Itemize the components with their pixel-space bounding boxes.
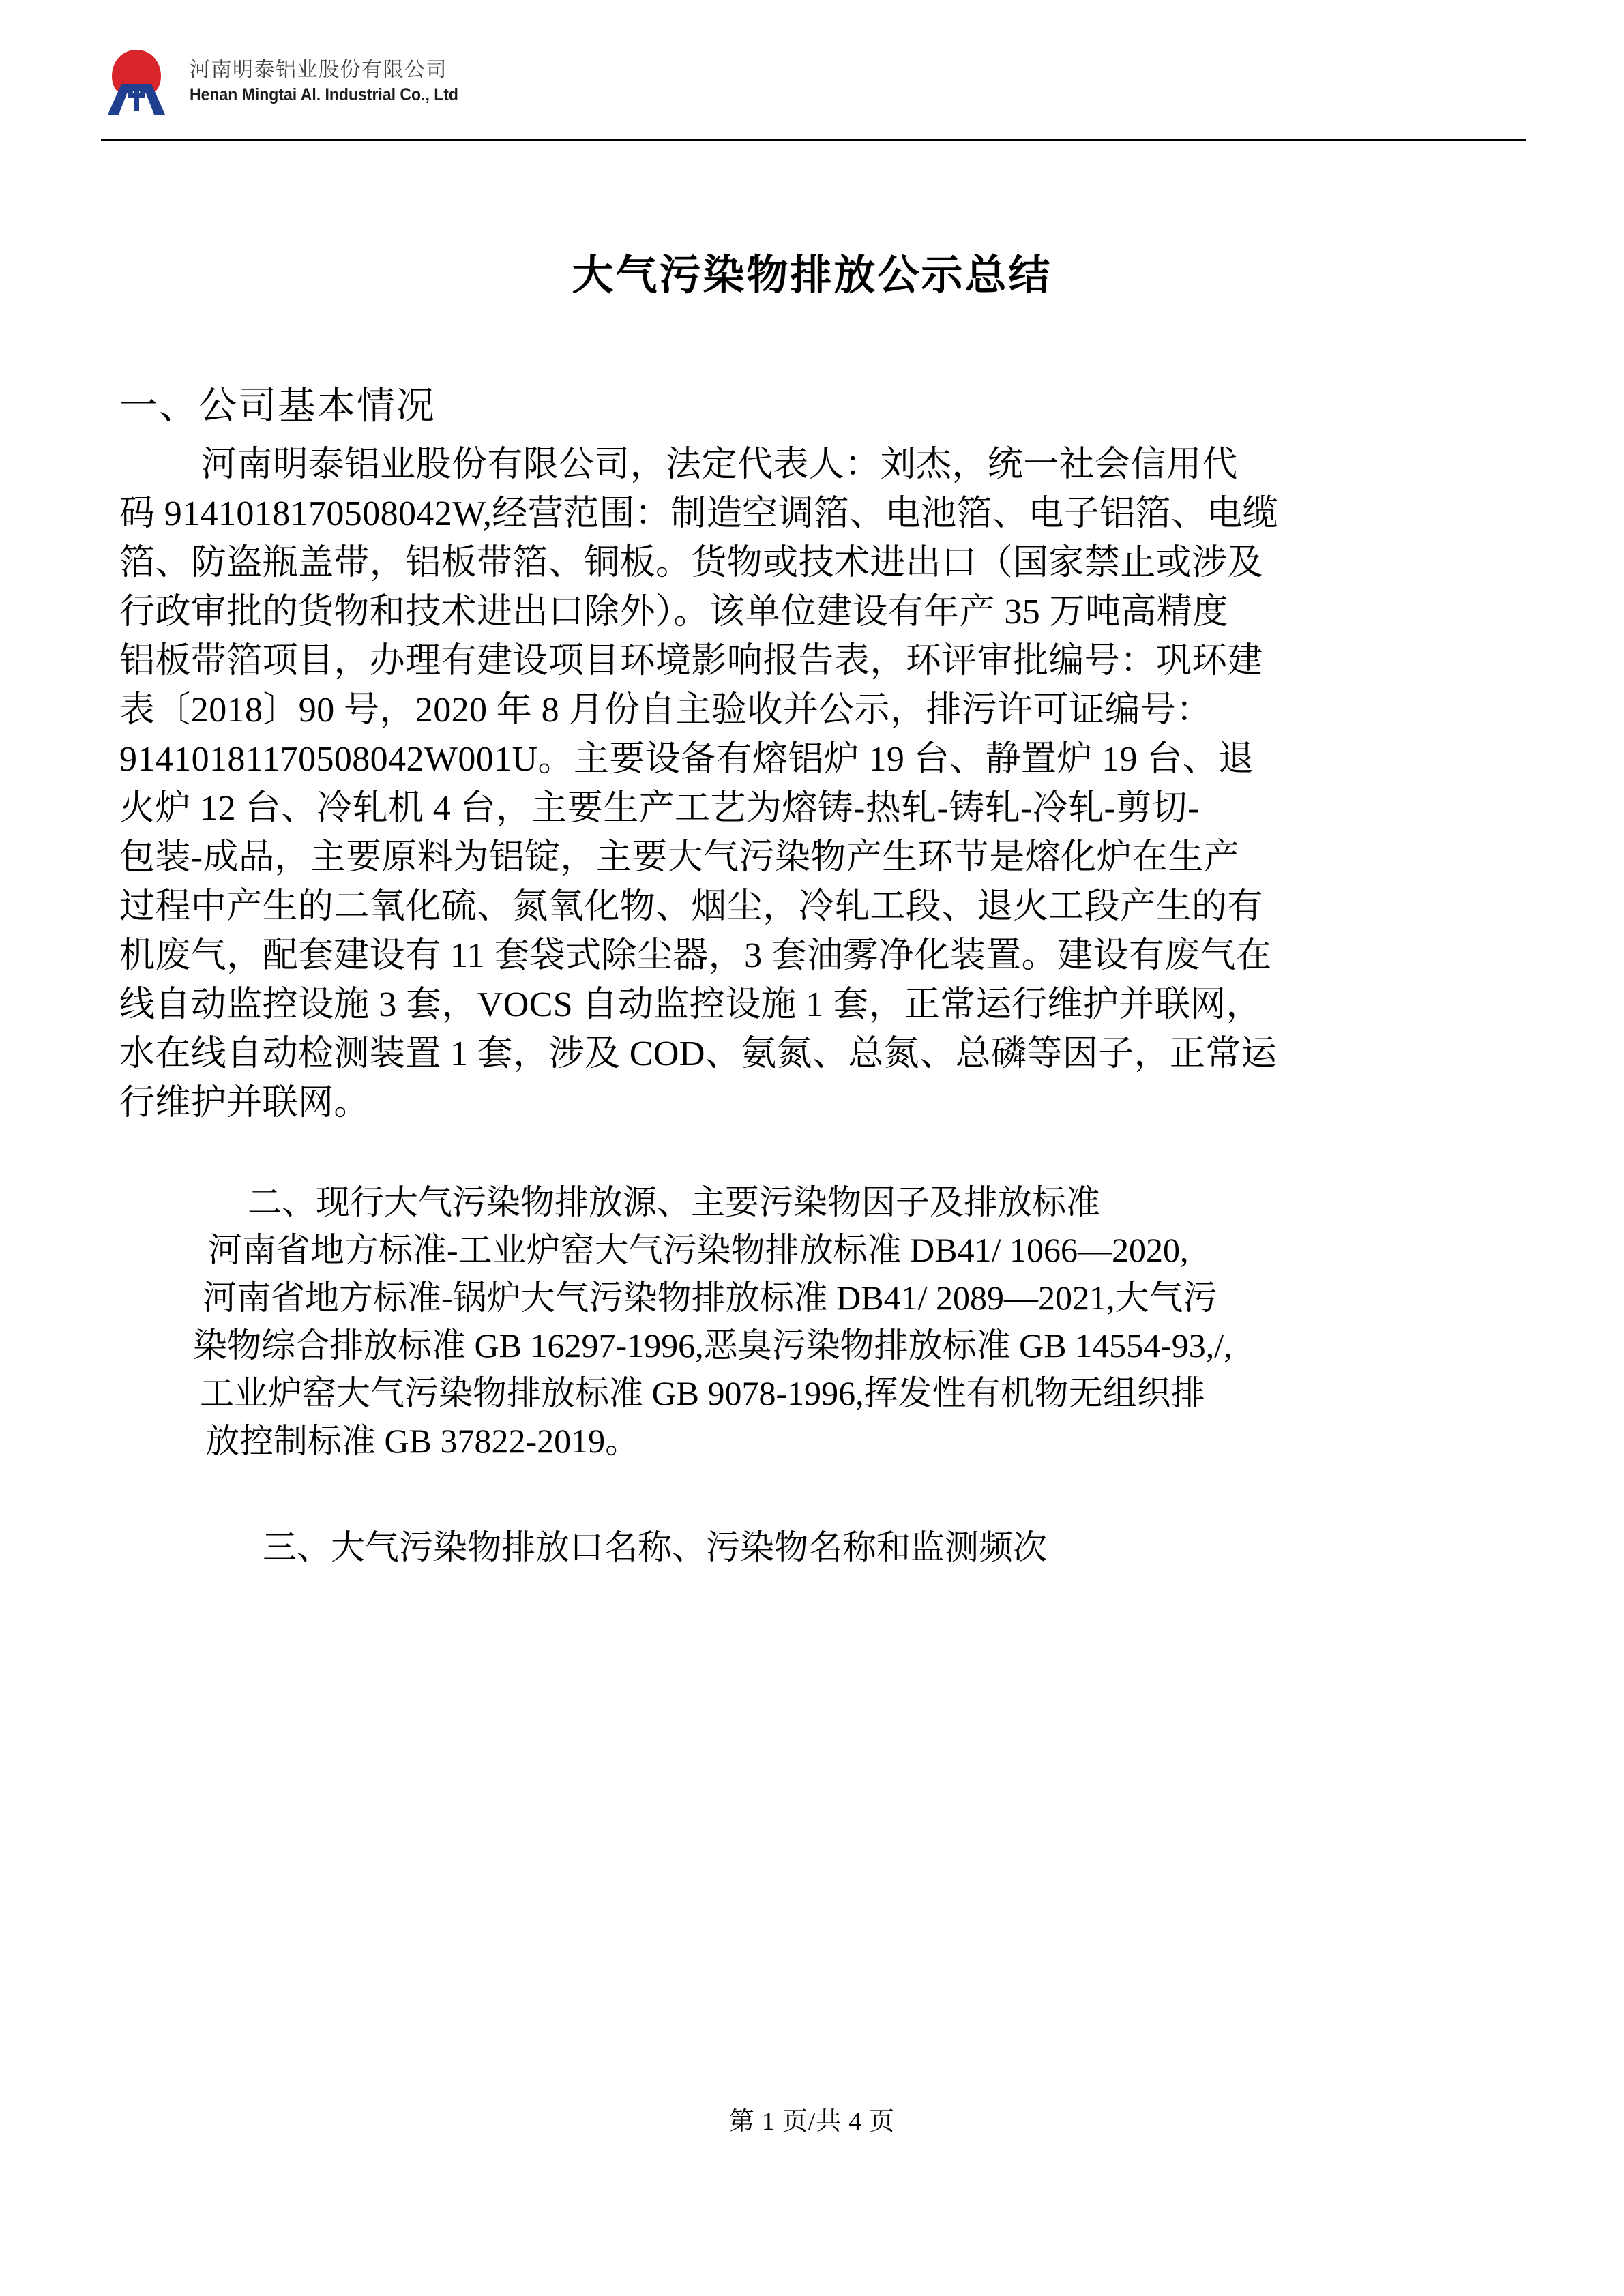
page-title: 大气污染物排放公示总结: [572, 251, 1052, 299]
paragraph-line: 箔、防盗瓶盖带，铝板带箔、铜板。货物或技术进出口（国家禁止或涉及: [119, 543, 1263, 582]
paragraph-line: 包装-成品，主要原料为铝锭，主要大气污染物产生环节是熔化炉在生产: [119, 837, 1240, 877]
paragraph-line: 放控制标准 GB 37822-2019。: [205, 1421, 640, 1460]
mingtai-logo-icon: [101, 48, 172, 117]
paragraph-line: 河南省地方标准-锅炉大气污染物排放标准 DB41/ 2089—2021,大气污: [203, 1278, 1217, 1317]
company-name-en: Henan Mingtai Al. Industrial Co., Ltd: [190, 85, 458, 105]
logo-text-block: [190, 59, 482, 106]
document-body: [119, 382, 1507, 1571]
paragraph-line: 线自动监控设施 3 套，VOCS 自动监控设施 1 套，正常运行维护并联网，: [119, 985, 1262, 1024]
section-one-heading: 一、公司基本情况: [119, 385, 436, 428]
letterhead: [101, 42, 1526, 145]
paragraph-line: 河南明泰铝业股份有限公司，法定代表人：刘杰，统一社会信用代: [201, 445, 1238, 484]
paragraph-line: 码 9141018170508042W,经营范围：制造空调箔、电池箔、电子铝箔、电缆: [119, 494, 1279, 533]
section-two-heading: 二、现行大气污染物排放源、主要污染物因子及排放标准: [248, 1182, 1100, 1221]
page-footer: 第 1 页/共 4 页: [728, 2108, 896, 2136]
paragraph-line: 火炉 12 台、冷轧机 4 台，主要生产工艺为熔铸-热轧-铸轧-冷轧-剪切-: [119, 788, 1200, 828]
paragraph-line: 过程中产生的二氧化硫、氮氧化物、烟尘，冷轧工段、退火工段产生的有: [119, 886, 1263, 926]
paragraph-line: 表〔2018〕90 号，2020 年 8 月份自主验收并公示，排污许可证编号：: [119, 690, 1212, 730]
paragraph-line: 水在线自动检测装置 1 套，涉及 COD、氨氮、总氮、总磷等因子，正常运: [119, 1034, 1278, 1073]
section-one-paragraph: [119, 441, 1507, 1128]
company-logo: [101, 42, 1526, 123]
company-name-cn: 河南明泰铝业股份有限公司: [190, 59, 447, 82]
paragraph-line: 91410181170508042W001U。主要设备有熔铝炉 19 台、静置炉 19 台、退: [119, 739, 1254, 779]
paragraph-line: 染物综合排放标准 GB 16297-1996,恶臭污染物排放标准 GB 14554-93,/,: [193, 1326, 1232, 1365]
paragraph-line: 行政审批的货物和技术进出口除外）。该单位建设有年产 35 万吨高精度: [119, 592, 1228, 631]
section-two-block: [119, 1178, 1507, 1465]
paragraph-line: 机废气，配套建设有 11 套袋式除尘器，3 套油雾净化装置。建设有废气在: [119, 936, 1272, 975]
paragraph-line: 工业炉窑大气污染物排放标准 GB 9078-1996,挥发性有机物无组织排: [200, 1373, 1205, 1412]
paragraph-line: 河南省地方标准-工业炉窑大气污染物排放标准 DB41/ 1066—2020,: [208, 1230, 1189, 1269]
paragraph-line: 铝板带箔项目，办理有建设项目环境影响报告表，环评审批编号：巩环建: [119, 641, 1263, 681]
header-divider: [101, 139, 1526, 141]
section-three-heading: 三、大气污染物排放口名称、污染物名称和监测频次: [263, 1527, 1047, 1566]
paragraph-line: 行维护并联网。: [119, 1083, 370, 1122]
